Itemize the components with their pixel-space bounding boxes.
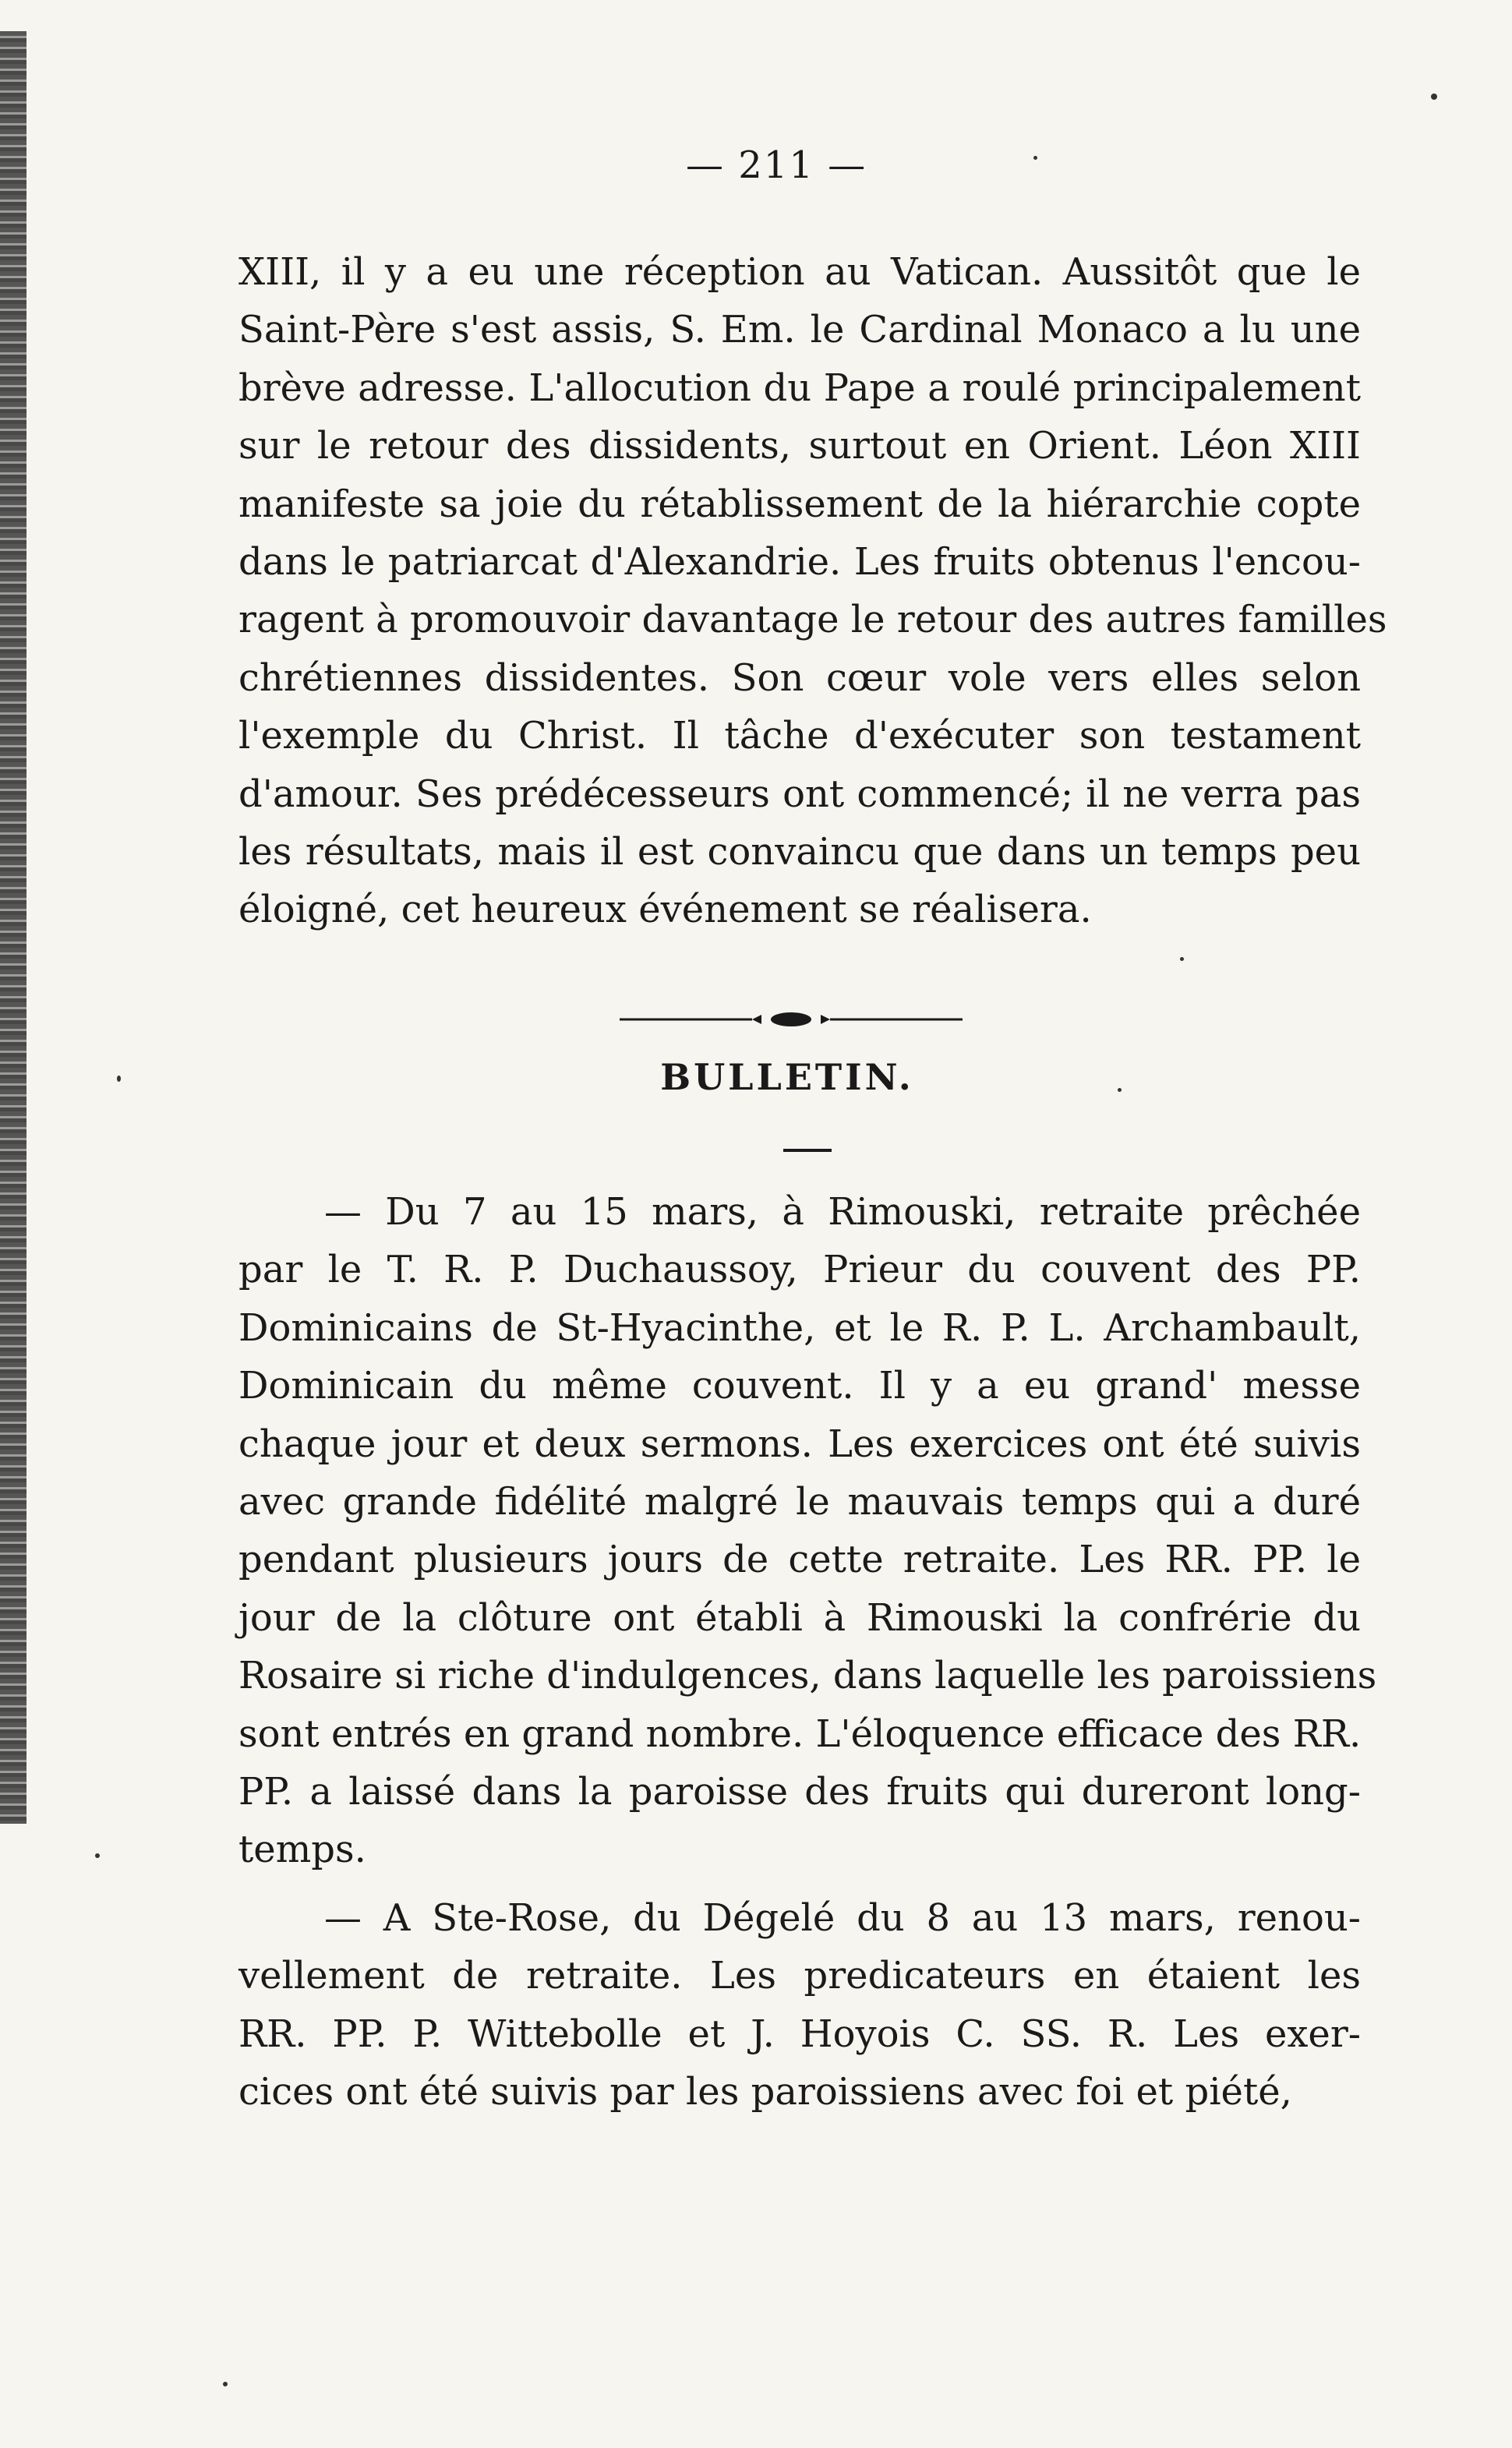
text-line: l'exemple du Christ. Il tâche d'exécuter son testament: [238, 714, 1361, 758]
ste-rose-text: [238, 1889, 1361, 2121]
text-line: Dominicain du même couvent. Il y a eu grand' messe: [238, 1364, 1361, 1408]
text-line: par le T. R. P. Duchaussoy, Prieur du couvent des PP.: [238, 1248, 1361, 1292]
text-line: cices ont été suivis par les paroissiens avec foi et piété,: [238, 2070, 1292, 2114]
text-line: Saint-Père s'est assis, S. Em. le Cardinal Monaco a lu une: [238, 308, 1361, 352]
intro-paragraph: [238, 243, 1387, 939]
text-line: — Du 7 au 15 mars, à Rimouski, retraite prêchée: [324, 1190, 1361, 1234]
text-line: chaque jour et deux sermons. Les exercices ont été suivis: [238, 1422, 1361, 1466]
text-line: dans le patriarcat d'Alexandrie. Les fruits obtenus l'encou-: [238, 540, 1361, 585]
ste-rose-paragraph: [238, 1889, 1361, 2121]
rimouski-text: [238, 1183, 1377, 1879]
text-line: — A Ste-Rose, du Dégelé du 8 au 13 mars, renou-: [324, 1896, 1361, 1940]
text-line: Dominicains de St-Hyacinthe, et le R. P. L. Archambault,: [238, 1305, 1361, 1350]
heading-rule: [783, 1149, 832, 1152]
text-line: ragent à promouvoir davantage le retour des autres familles: [238, 598, 1387, 642]
text-line: RR. PP. P. Wittebolle et J. Hoyois C. SS. R. Les exer-: [238, 2012, 1361, 2056]
paper-speck: [95, 1853, 100, 1858]
text-line: les résultats, mais il est convaincu que dans un temps peu: [238, 830, 1361, 874]
text-line: sur le retour des dissidents, surtout en Orient. Léon XIII: [238, 424, 1361, 468]
text-line: temps.: [238, 1828, 366, 1872]
intro-text: [238, 243, 1387, 939]
text-line: éloigné, cet heureux événement se réalisera.: [238, 888, 1092, 932]
text-line: Rosaire si riche d'indulgences, dans laquelle les paroissiens: [238, 1654, 1377, 1698]
paper-speck: [1033, 156, 1037, 160]
paper-speck: [1431, 94, 1437, 100]
text-line: manifeste sa joie du rétablissement de la hiérarchie copte: [238, 482, 1361, 526]
text-line: d'amour. Ses prédécesseurs ont commencé; il ne verra pas: [238, 772, 1361, 816]
paper-speck: [1180, 957, 1184, 961]
text-line: XIII, il y a eu une réception au Vatican. Aussitôt que le: [238, 250, 1361, 294]
binding-edge-shadow: [0, 31, 26, 1824]
text-line: avec grande fidélité malgré le mauvais temps qui a duré: [238, 1480, 1361, 1524]
text-line: sont entrés en grand nombre. L'éloquence efficace des RR.: [238, 1711, 1362, 1756]
paper-speck: [1118, 1088, 1122, 1092]
paper-speck: [117, 1076, 121, 1082]
text-line: chrétiennes dissidentes. Son cœur vole vers elles selon: [238, 655, 1361, 700]
rimouski-paragraph: [238, 1183, 1377, 1879]
text-line: jour de la clôture ont établi à Rimouski la confrérie du: [238, 1595, 1361, 1640]
text-line: PP. a laissé dans la paroisse des fruits qui dureront long-: [238, 1770, 1361, 1814]
text-line: pendant plusieurs jours de cette retraite. Les RR. PP. le: [238, 1538, 1361, 1582]
text-line: vellement de retraite. Les predicateurs en étaient les: [238, 1954, 1361, 1998]
text-line: brève adresse. L'allocution du Pape a roulé principalement: [238, 366, 1361, 410]
bulletin-heading: BULLETIN.: [660, 1056, 914, 1098]
paper-speck: [223, 2382, 228, 2386]
section-divider-ornament: [620, 1010, 963, 1029]
page-number: — 211 —: [686, 143, 867, 187]
